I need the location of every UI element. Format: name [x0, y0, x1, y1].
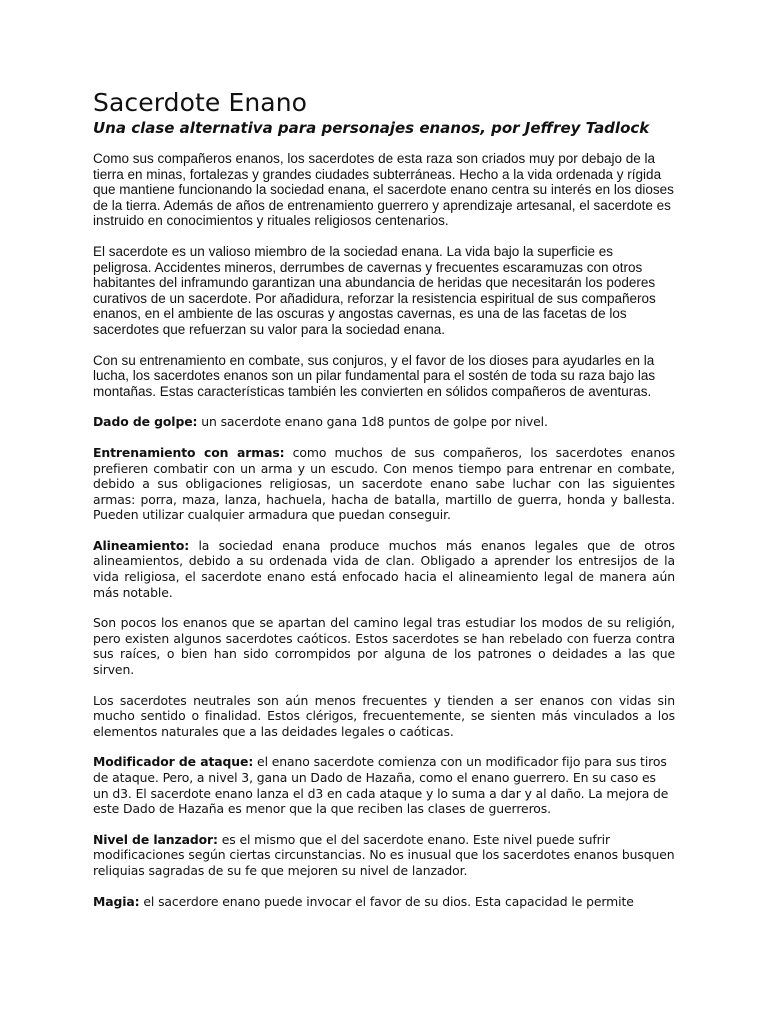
intro-paragraph-1: Como sus compañeros enanos, los sacerdotes de esta raza son criados muy por debajo de la tierra en minas, fortalezas y grandes ciudades subterráneas. Hecho a la vida ordenada y rígida que mantiene funcionando la sociedad enana, el sacerdote enano centra su interés en los dioses de la tierra. Además de años de entrenamiento guerrero y aprendizaje artesanal, el sacerdote es instruido en conocimientos y rituales religiosos centenarios.	[93, 151, 674, 229]
magic-text: el sacerdore enano puede invocar el favor de su dios. Esta capacidad le permite	[139, 893, 634, 909]
hit-die-text: un sacerdote enano gana 1d8 puntos de golpe por nivel.	[197, 414, 548, 430]
weapon-training-term: Entrenamiento con armas:	[93, 444, 285, 460]
document-page	[93, 88, 675, 924]
caster-level-text: es el mismo que el del sacerdote enano. Este nivel puede sufrir modificaciones según ciertas circunstancias. No es inusual que los sacerdotes enanos busquen reliquias sagradas de su fe que mejoren su nivel de lanzador.	[93, 831, 675, 878]
alignment-term: Alineamiento:	[93, 537, 190, 553]
hit-die-term: Dado de golpe:	[93, 414, 198, 430]
weapon-training-section	[93, 445, 675, 523]
hit-die-section	[93, 414, 675, 430]
weapon-training-text: como muchos de sus compañeros, los sacerdotes enanos prefieren combatir con un arma y un escudo. Con menos tiempo para entrenar en combate, debido a sus obligaciones religiosas, un sacerdote enano sabe luchar con las siguientes armas: porra, maza, lanza, hachuela, hacha de batalla, martillo de guerra, honda y ballesta. Pueden utilizar cualquier armadura que puedan conseguir.	[93, 444, 675, 523]
attack-modifier-term: Modificador de ataque:	[93, 754, 254, 770]
alignment-section	[93, 538, 675, 600]
attack-modifier-text: el enano sacerdote comienza con un modificador fijo para sus tiros de ataque. Pero, a nivel 3, gana un Dado de Hazaña, como el enano guerrero. En su caso es un d3. El sacerdote enano lanza el d3 en cada ataque y lo suma a dar y al daño. La mejora de este Dado de Hazaña es menor que la que reciben las clases de guerreros.	[93, 754, 669, 817]
intro-paragraph-3: Con su entrenamiento en combate, sus conjuros, y el favor de los dioses para ayudarles en la lucha, los sacerdotes enanos son un pilar fundamental para el sostén de toda su raza bajo las montañas. Estas características también les convierten en sólidos compañeros de aventuras.	[93, 352, 656, 399]
alignment-paragraph-neutral: Los sacerdotes neutrales son aún menos frecuentes y tienden a ser enanos con vidas sin mucho sentido o finalidad. Estos clérigos, frecuentemente, se sienten más vinculados a los elementos naturales que a las deidades legales o caóticas.	[93, 692, 675, 739]
alignment-text: la sociedad enana produce muchos más enanos legales que de otros alineamientos, debido a su ordenada vida de clan. Obligado a aprender los entresijos de la vida religiosa, el sacerdote enano está enfocado hacia el alineamiento legal de manera aún más notable.	[93, 537, 675, 600]
intro-paragraph-2: El sacerdote es un valioso miembro de la sociedad enana. La vida bajo la superficie es peligrosa. Accidentes mineros, derrumbes de cavernas y frecuentes escaramuzas con otros habitantes del inframundo garantizan una abundancia de heridas que necesitarán los poderes curativos de un sacerdote. Por añadidura, reforzar la resistencia espiritual de sus compañeros enanos, en el ambiente de las oscuras y angostas cavernas, es una de las facetas de los sacerdotes que refuerzan su valor para la sociedad enana.	[93, 243, 656, 337]
alignment-paragraph-chaotic: Son pocos los enanos que se apartan del camino legal tras estudiar los modos de su religión, pero existen algunos sacerdotes caóticos. Estos sacerdotes se han rebelado con fuerza contra sus raíces, o bien han sido corrompidos por alguna de los patrones o deidades a las que sirven.	[93, 615, 675, 678]
magic-term: Magia:	[93, 893, 140, 909]
magic-section	[93, 894, 675, 910]
caster-level-section	[93, 832, 675, 879]
attack-modifier-section	[93, 754, 675, 816]
page-title: Sacerdote Enano	[93, 88, 308, 117]
caster-level-term: Nivel de lanzador:	[93, 831, 218, 847]
page-subtitle: Una clase alternativa para personajes enanos, por Jeffrey Tadlock	[93, 119, 650, 137]
